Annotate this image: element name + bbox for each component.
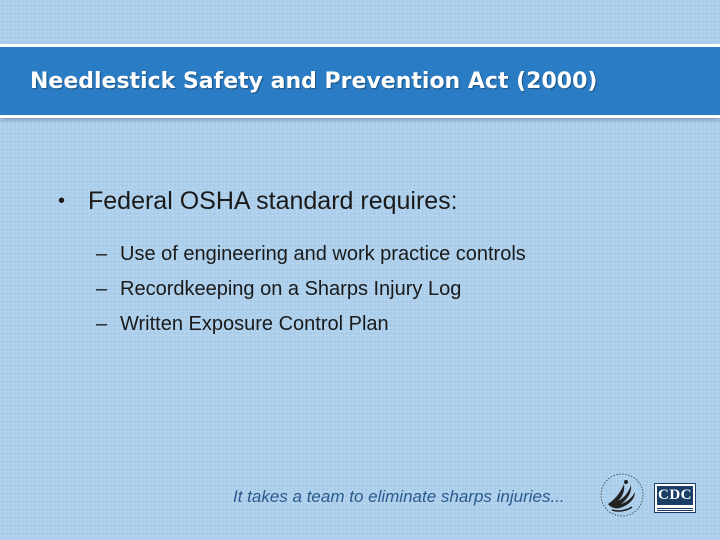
cdc-logo-icon — [654, 483, 696, 513]
sub-bullet-text: Written Exposure Control Plan — [120, 313, 389, 335]
footer-tagline: It takes a team to eliminate sharps injuries... — [233, 487, 565, 506]
slide-content — [58, 183, 698, 342]
title-band — [0, 44, 720, 118]
sub-bullet-marker: – — [96, 243, 108, 265]
bullet-marker: • — [58, 190, 66, 212]
cdc-logo-stripes — [657, 507, 693, 511]
sub-bullet-list — [58, 237, 698, 342]
hhs-eagle-icon — [598, 470, 646, 520]
sub-bullet-text: Use of engineering and work practice controls — [120, 243, 526, 265]
sub-bullet-item — [96, 307, 698, 342]
sub-bullet-marker: – — [96, 313, 108, 335]
cdc-logo-text: CDC — [658, 487, 692, 503]
bullet-text: Federal OSHA standard requires: — [88, 187, 458, 215]
sub-bullet-item — [96, 272, 698, 307]
sub-bullet-marker: – — [96, 278, 108, 300]
slide-title: Needlestick Safety and Prevention Act (2000) — [30, 69, 598, 94]
bullet-item — [58, 183, 698, 219]
sub-bullet-item — [96, 237, 698, 272]
sub-bullet-text: Recordkeeping on a Sharps Injury Log — [120, 278, 462, 300]
